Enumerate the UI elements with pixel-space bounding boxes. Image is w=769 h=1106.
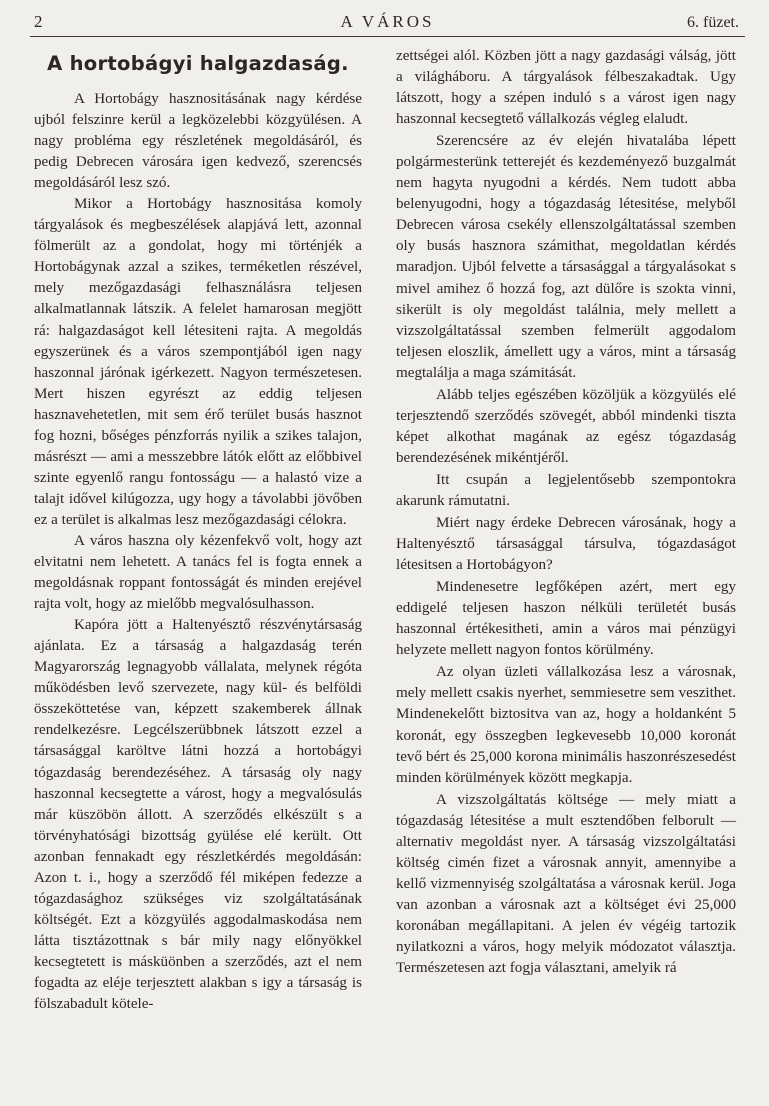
right-column <box>396 46 736 980</box>
paragraph: Az olyan üzleti vállalkozása lesz a városnak, mely mellett csakis nyerhet, semmiesetre sem veszithet. Mindenekelőtt biztositva van az, hogy a holdanként 5 koronát, egy összegben legkevesebb 10,000 koronát tevő bért és 25,000 korona minimális haszonrészesedést minden körülmények között megkapja. <box>396 664 736 786</box>
paragraph: A Hortobágy hasznositásának nagy kérdése ujból felszinre kerül a legközelebbi közgyülésen. A nagy probléma egy részletének megoldásáról, és pedig Debrecen városára igen kedvező, szerencsés megoldásáról lesz szó. <box>34 91 362 192</box>
issue-label: 6. füzet. <box>687 14 739 31</box>
page-header <box>30 10 745 37</box>
paragraph: Mikor a Hortobágy hasznositása komoly tárgyalások és megbeszélések alapjává lett, azonnal fölmerült az a gondolat, hogy mi történjék a Hortobágynak azzal a szikes, terméketlen részével, mely mezőgazdasági felhasználásra teljesen alkalmatlannak látszik. A felelet hamarosan megjött rá: halgazdaságot kell létesiteni rajta. A megoldás egyszerünek és a város szempontjából igen nagy haszonnal járónak igérkezett. Nagyon természetesen. Mert hiszen egyrészt az eddig teljesen hasznavehetetlen, mit sem érő terület busás hasznot fog hozni, bőséges pénzforrás nyilik a szikes talajon, másrészt — ami a messzebbre látók előtt az előbbivel szinte egyenlő rangu fontosságu — a halastó vize a talajt idővel kilúgozza, ugy hogy a távolabbi jövőben ez a terület is alkalmas lesz mezőgazdasági célokra. <box>34 196 362 528</box>
paragraph: A város haszna oly kézenfekvő volt, hogy azt elvitatni nem lehetett. A tanács fel is fogta ennek a megoldásnak roppant fontosságát és minden erejével rajta volt, hogy az mielőbb megvalósulhasson. <box>34 532 362 613</box>
left-column <box>34 44 362 1015</box>
paragraph: Mindenesetre legfőképen azért, mert egy eddigelé teljesen haszon nélküli területét busás haszonnal értékesitheti, amin a város mai pénzügyi helyzete mellett nagyon fontos körülmény. <box>396 579 736 659</box>
paragraph: Kapóra jött a Haltenyésztő részvénytársaság ajánlata. Ez a társaság a halgazdaság terén Magyarország legnagyobb vállalata, melynek régóta működésben levő szervezete, nagy kül- és belföldi összeköttetése van, képzett szakemberek állnak rendelkezésre. Legcélszerübbnek látszott ezzel a társasággal karöltve látni hozzá a hortobágyi tógazdaság berendezéséhez. A társaság oly nagy haszonnal kecsegtette a várost, hogy a megvalósulás már küszöbön állott. A szerződés elkészült s a törvényhatósági bizottság gyülése elé került. Ott azonban fennakadt egy részletkérdés megoldásán: Azon t. i., hogy a szerződő fél miképen fedezze a tógazdasághoz szükséges viz szolgáltatásának költségét. Ezt a közgyülés aggodalmaskodása nem látta tisztázottnak s bár mily nagy előnyökkel kecsegtetett is másküönben a szerződés, azt el nem fogadta az eléje terjesztett alakban s igy a társaság is fölszabadult kötele- <box>34 617 362 1013</box>
article-title: A hortobágyi halgazdaság. <box>47 52 349 75</box>
paragraph: Itt csupán a legjelentősebb szempontokra akarunk rámutatni. <box>396 471 736 509</box>
paragraph: Alább teljes egészében közöljük a közgyülés elé terjesztendő szerződés szövegét, abból mindenki tiszta képet alkothat magának az egész tógazdaság berendezésének mikéntjéről. <box>396 386 736 466</box>
paragraph: Miért nagy érdeke Debrecen városának, hogy a Haltenyésztő társasággal társulva, tógazdaságot létesitsen a Hortobágyon? <box>396 515 736 574</box>
page-number: 2 <box>34 12 43 31</box>
paragraph: zettségei alól. Közben jött a nagy gazdasági válság, jött a világháboru. A tárgyalások félbeszakadtak. Ugy látszott, hogy a szépen induló s a várost igen nagy haszonnal kecsegtető vállalkozás végleg elaludt. <box>396 48 736 128</box>
paragraph: Szerencsére az év elején hivatalába lépett polgármesterünk tetterejét és kezdeményező buzgalmát nem hagyta nyugodni a kérdés. Nem tudott abba belenyugodni, hogy a tógazdaság létesitése, melyből Debrecen városa csekély ellenszolgáltatással szemben oly busás hasznora számithat, megoldatlan kérdés maradjon. Ujból felvette a társasággal a tárgyalásokat s mivel amihez ő hozzá fog, azt dülőre is szokta vinni, sikerült is oly megoldást találnia, mely mellett a vizszolgáltatással szemben felmerült aggodalom teljesen eloszlik, ámellett ugy a város, mint a társaság megtalálja a maga számitását. <box>396 133 736 381</box>
paragraph: A vizszolgáltatás költsége — mely miatt a tógazdaság létesitése a mult esztendőben felborult — alternativ megoldást nyer. A társaság vizszolgáltatási költség cimén fizet a városnak annyit, amennyibe a kellő vizmennyiség szolgáltatása a városnak kerül. Joga van azonban a városnak azt a költséget évi 25,000 koronában megállapitani. A jelen év végéig tartozik nyilatkozni a város, hogy melyik módozatot választja. Természetesen azt fogja választani, amelyik rá <box>396 791 736 977</box>
publication-title: A VÁROS <box>340 12 435 31</box>
